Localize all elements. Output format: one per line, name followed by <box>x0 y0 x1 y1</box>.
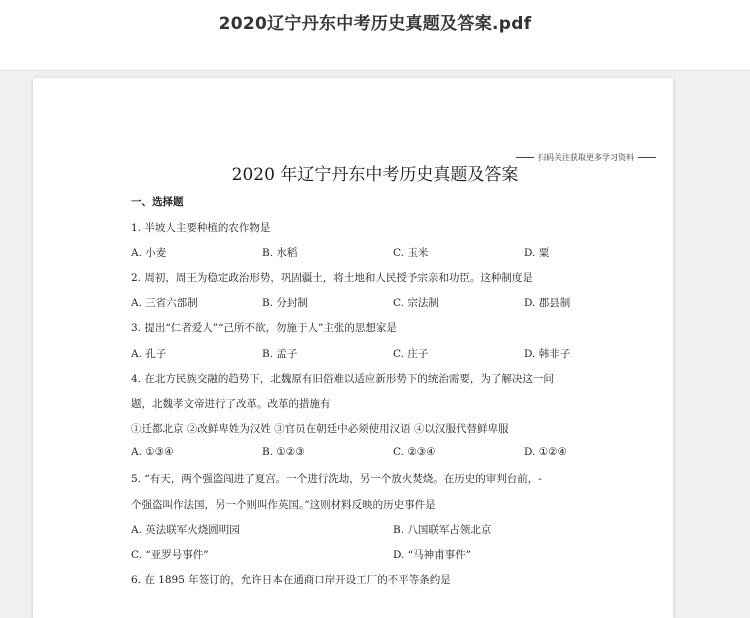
question-1-option-d: D. 粟 <box>524 247 550 259</box>
viewer-toolbar <box>0 0 750 71</box>
divider <box>638 157 656 158</box>
section-heading: 一、选择题 <box>131 196 184 208</box>
question-4-option-c: C. ②③④ <box>393 446 436 458</box>
document-title: 2020 年辽宁丹东中考历史真题及答案 <box>231 165 519 185</box>
question-5-option-c: C. “亚罗号事件” <box>131 549 209 561</box>
question-3-stem: 3. 提出“仁者爱人”“己所不欲，勿施于人”主张的思想家是 <box>131 322 397 334</box>
question-4-stem-line-2: 题，北魏孝文帝进行了改革。改革的措施有 <box>131 398 331 410</box>
question-4-items: ①迁都北京 ②改鲜卑姓为汉姓 ③官员在朝廷中必须使用汉语 ④以汉服代替鲜卑服 <box>131 423 509 435</box>
question-5-stem-line-2: 个强盗叫作法国，另一个则叫作英国。”这则材料反映的历史事件是 <box>131 499 436 511</box>
question-1-option-b: B. 水稻 <box>262 247 298 259</box>
question-2-option-a: A. 三省六部制 <box>131 297 198 309</box>
question-5-option-a: A. 英法联军火烧圆明园 <box>131 524 240 536</box>
divider <box>516 157 534 158</box>
question-5-option-b: B. 八国联军占领北京 <box>393 524 492 536</box>
question-5-stem-line-1: 5. “有天，两个强盗闯进了夏宫。一个进行洗劫，另一个放火焚烧。在历史的审判台前，- <box>131 473 542 485</box>
question-2-option-c: C. 宗法制 <box>393 297 439 309</box>
question-4-option-a: A. ①③④ <box>131 446 174 458</box>
question-4-stem-line-1: 4. 在北方民族交融的趋势下，北魏原有旧俗难以适应新形势下的统治需要，为了解决这一问 <box>131 373 554 385</box>
question-3-option-c: C. 庄子 <box>393 348 429 360</box>
question-2-stem: 2. 周初，周王为稳定政治形势，巩固疆土，将土地和人民授予宗亲和功臣。这种制度是 <box>131 272 533 284</box>
question-1-option-c: C. 玉米 <box>393 247 429 259</box>
qr-note-text: 扫码关注获取更多学习资料 <box>538 153 634 162</box>
file-title: 2020辽宁丹东中考历史真题及答案.pdf <box>218 14 532 34</box>
question-3-option-b: B. 孟子 <box>262 348 298 360</box>
question-2-option-b: B. 分封制 <box>262 297 308 309</box>
question-3-option-a: A. 孔子 <box>131 348 167 360</box>
question-3-option-d: D. 韩非子 <box>524 348 571 360</box>
question-1-stem: 1. 半坡人主要种植的农作物是 <box>131 222 271 234</box>
question-5-option-d: D. “马神甫事件” <box>393 549 471 561</box>
question-4-option-b: B. ①②③ <box>262 446 305 458</box>
question-6-stem: 6. 在 1895 年签订的，允许日本在通商口岸开设工厂的不平等条约是 <box>131 574 451 586</box>
question-4-option-d: D. ①②④ <box>524 446 567 458</box>
question-1-option-a: A. 小麦 <box>131 247 167 259</box>
pdf-page <box>33 78 673 618</box>
question-2-option-d: D. 郡县制 <box>524 297 571 309</box>
